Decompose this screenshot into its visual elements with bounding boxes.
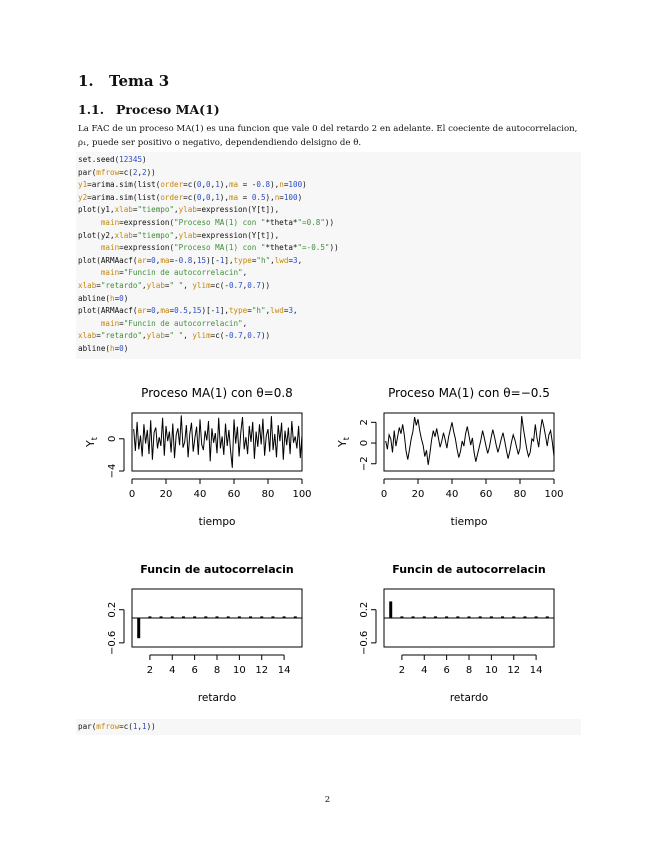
x-tick-label: 12: [255, 665, 269, 676]
acf-bar: [271, 616, 274, 618]
series-line: [134, 415, 302, 467]
intro-paragraph: [78, 122, 582, 150]
series-line: [386, 416, 554, 465]
code-block-2: [76, 719, 581, 735]
x-tick-label: 40: [193, 489, 207, 500]
subsection-title: Proceso MA(1): [116, 102, 220, 117]
x-tick-label: 2: [398, 665, 406, 676]
x-tick-label: 10: [485, 665, 498, 676]
x-tick-label: 10: [233, 665, 246, 676]
acf-bar: [523, 616, 526, 618]
acf-bar: [193, 616, 196, 618]
acf-bar: [546, 616, 549, 618]
chart-title: Proceso MA(1) con θ=−0.5: [388, 386, 550, 400]
y-axis-label: $Y_t$: [84, 437, 99, 447]
x-tick-label: 80: [513, 489, 527, 500]
x-axis-label: tiempo: [450, 516, 488, 528]
paragraph-line-1: La FAC de un proceso MA(1) es una funcion que vale 0 del retardo 2 en adelante. El coeciente de autocorrelacion,: [78, 124, 578, 134]
x-tick-label: 12: [507, 665, 521, 676]
acf-bar: [501, 616, 504, 618]
subsection-number: 1.1.: [78, 102, 105, 117]
y-tick-label: 0: [359, 439, 370, 447]
x-tick-label: 6: [191, 665, 198, 676]
acf-bar: [204, 616, 207, 618]
section-title: Tema 3: [109, 72, 170, 90]
code-line: plot(ARMAacf(ar=0,ma=-0.8,15)[-1],type="h",lwd=3,: [78, 255, 303, 265]
x-tick-label: 40: [445, 489, 459, 500]
y-axis-label: $Y_t$: [336, 437, 351, 447]
y-tick-label: −4: [107, 463, 118, 479]
code-line: main=expression("Proceso MA(1) con "*theta*"=0.8")): [100, 217, 335, 227]
code-block-1: [76, 152, 581, 359]
chart-title: Funcin de autocorrelacin: [140, 563, 294, 576]
acf-bar: [445, 616, 448, 618]
code-line: set.seed(12345): [78, 155, 147, 164]
x-tick-label: 6: [443, 665, 450, 676]
code-line: par(mfrow=c(1,1)): [78, 722, 156, 731]
x-axis-label: retardo: [197, 692, 237, 704]
y-tick-label: 0.2: [359, 601, 370, 618]
acf-bar: [434, 616, 437, 618]
acf-bar: [182, 616, 185, 618]
code-line: plot(y2,xlab="tiempo",ylab=expression(Y[t]),: [78, 230, 280, 240]
acf-bar: [238, 616, 241, 618]
x-axis-label: retardo: [449, 692, 489, 704]
acf-bar: [249, 616, 252, 618]
x-tick-label: 60: [479, 489, 493, 500]
code-line: par(mfrow=c(2,2)): [78, 167, 156, 177]
acf-bar: [423, 616, 426, 618]
acf-bar: [283, 616, 286, 618]
y-tick-label: 2: [359, 419, 370, 426]
plot-frame: [384, 413, 554, 471]
y-tick-label: −2: [359, 456, 370, 472]
acf-bar: [227, 616, 230, 618]
code-line: main="Funcin de autocorrelacin",: [100, 268, 248, 278]
acf-bar: [148, 616, 151, 618]
paragraph-line-2: ρ₁, puede ser positivo o negativo, dependendiendo delsigno de θ.: [78, 138, 362, 148]
x-tick-label: 4: [421, 665, 428, 676]
x-tick-label: 100: [544, 489, 564, 500]
y-tick-label: −0.6: [359, 630, 370, 656]
x-tick-label: 60: [227, 489, 241, 500]
acf-bar: [260, 616, 263, 618]
page-number: 2: [324, 795, 331, 805]
figure-panel: [76, 370, 581, 714]
acf-bar: [479, 616, 482, 618]
x-tick-label: 2: [146, 665, 154, 676]
acf-bar: [400, 616, 403, 618]
code-line: y2=arima.sim(list(order=c(0,0,1),ma = 0.5),n=100): [78, 192, 303, 202]
x-tick-label: 20: [159, 489, 173, 500]
acf-bar: [171, 616, 174, 618]
acf-bar: [490, 616, 493, 618]
x-tick-label: 80: [261, 489, 275, 500]
code-line: plot(y1,xlab="tiempo",ylab=expression(Y[t]),: [78, 205, 280, 215]
y-tick-label: 0: [107, 435, 118, 442]
x-tick-label: 20: [411, 489, 425, 500]
acf-bar: [412, 616, 415, 618]
code-line: main="Funcin de autocorrelacin",: [100, 318, 248, 328]
x-tick-label: 8: [213, 665, 221, 676]
acf-bar: [389, 601, 392, 618]
acf-bar: [160, 616, 163, 618]
section-number: 1.: [78, 72, 94, 90]
code-line: xlab="retardo",ylab=" ", ylim=c(-0.7,0.7)): [78, 280, 271, 290]
acf-bar: [216, 616, 219, 618]
chart-title: Funcin de autocorrelacin: [392, 563, 546, 576]
x-tick-label: 0: [380, 489, 388, 500]
code-line: xlab="retardo",ylab=" ", ylim=c(-0.7,0.7)): [78, 331, 271, 341]
code-line: main=expression("Proceso MA(1) con "*theta*"=-0.5")): [100, 243, 339, 253]
y-tick-label: 0.2: [107, 601, 118, 618]
chart-title: Proceso MA(1) con θ=0.8: [141, 386, 293, 400]
x-tick-label: 100: [292, 489, 312, 500]
x-axis-label: tiempo: [198, 516, 236, 528]
code-line: abline(h=0): [78, 293, 129, 303]
code-line: y1=arima.sim(list(order=c(0,0,1),ma = -0.8),n=100): [78, 180, 307, 190]
x-tick-label: 14: [529, 665, 543, 676]
acf-bar: [512, 616, 515, 618]
code-line: abline(h=0): [78, 343, 129, 353]
section-heading: [78, 72, 169, 90]
subsection-heading: [78, 102, 220, 117]
acf-bar: [468, 616, 471, 618]
acf-bar: [294, 616, 297, 618]
y-tick-label: −0.6: [107, 630, 118, 656]
acf-bar: [535, 616, 538, 618]
acf-bar: [456, 616, 459, 618]
plot-frame: [132, 413, 302, 471]
acf-bar: [137, 618, 140, 638]
figure-svg: [76, 370, 581, 710]
code-line: plot(ARMAacf(ar=0,ma=0.5,15)[-1],type="h",lwd=3,: [78, 306, 298, 316]
x-tick-label: 8: [465, 665, 473, 676]
x-tick-label: 0: [128, 489, 136, 500]
x-tick-label: 4: [169, 665, 176, 676]
x-tick-label: 14: [277, 665, 291, 676]
